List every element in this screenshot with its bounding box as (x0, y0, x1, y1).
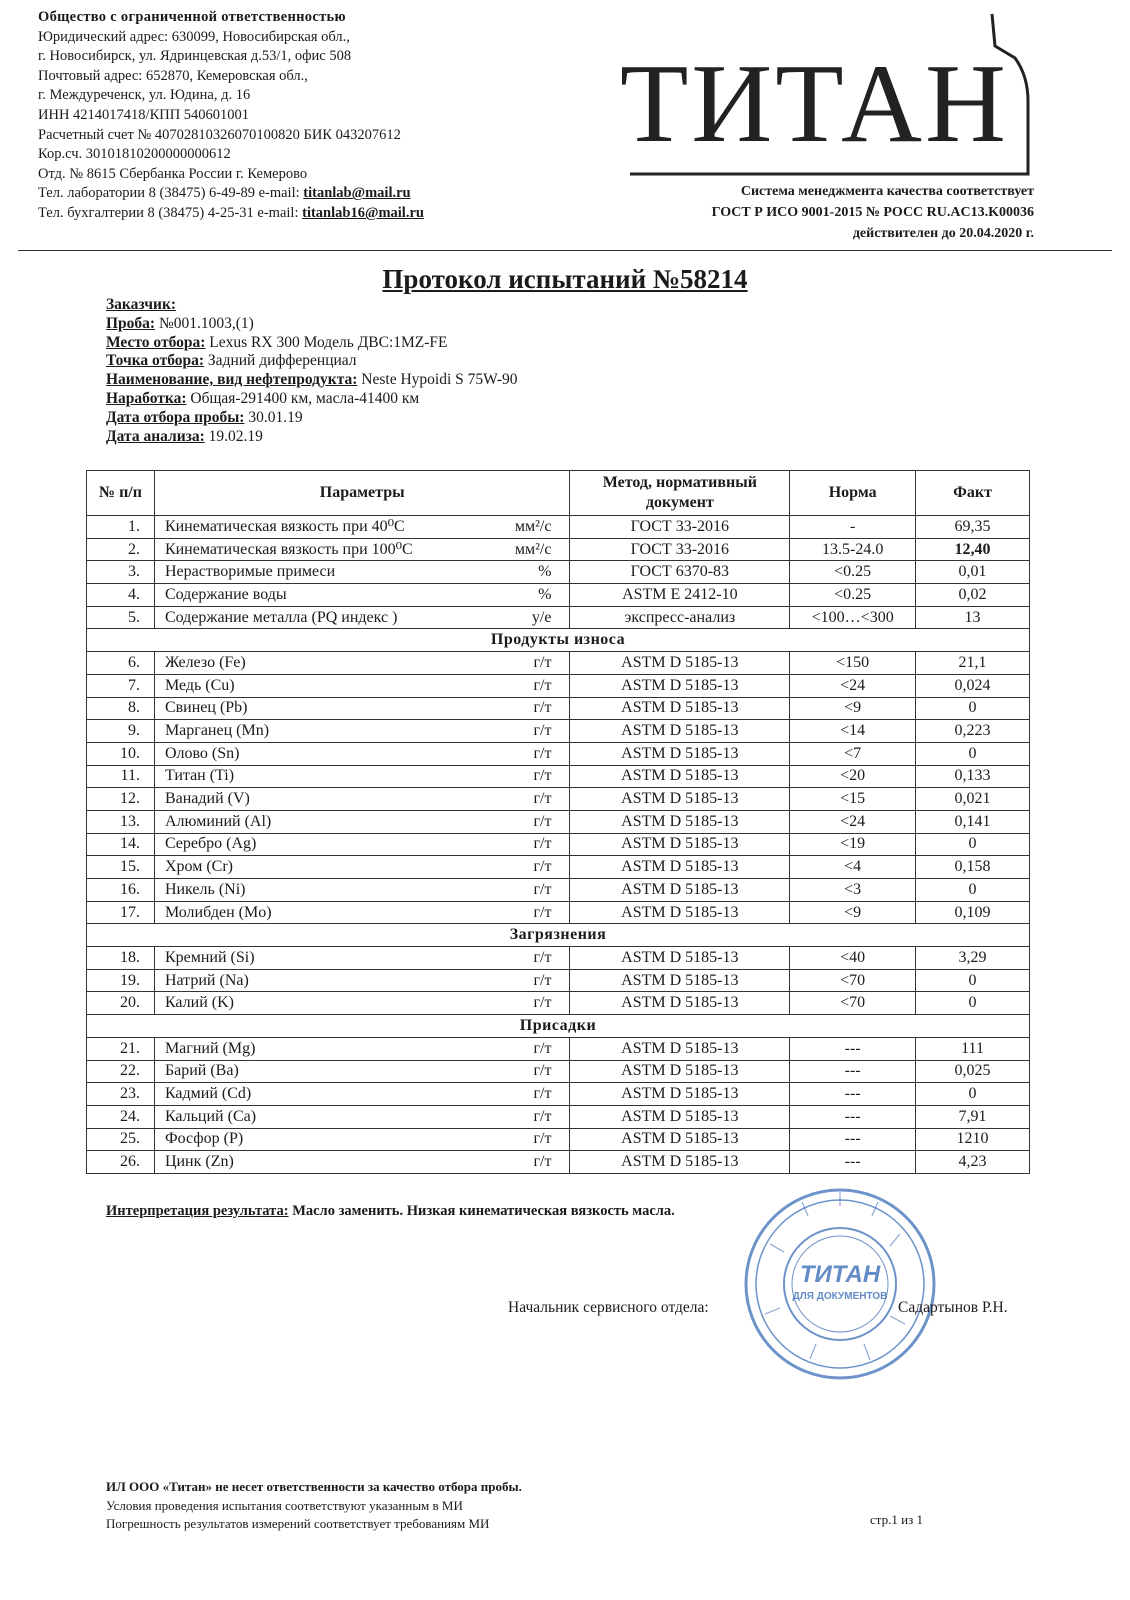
table-row (87, 720, 1030, 743)
row-norm: --- (790, 1060, 916, 1083)
row-fact: 4,23 (916, 1151, 1030, 1174)
row-norm: <20 (790, 765, 916, 788)
row-fact: 3,29 (916, 947, 1030, 970)
table-header-row (87, 471, 1030, 516)
parameter-unit: мм²/с (514, 517, 552, 535)
row-fact: 0,025 (916, 1060, 1030, 1083)
row-fact: 0 (916, 697, 1030, 720)
info-label: Место отбора: (106, 333, 206, 351)
info-line (106, 296, 518, 315)
info-value: 19.02.19 (208, 427, 263, 445)
row-norm: <9 (790, 901, 916, 924)
row-method: ASTM D 5185-13 (570, 697, 790, 720)
section-row (87, 924, 1030, 947)
row-norm: <70 (790, 992, 916, 1015)
row-number: 25. (87, 1128, 155, 1151)
row-parameter (154, 1151, 570, 1174)
row-parameter (154, 901, 570, 924)
row-method: ASTM D 5185-13 (570, 810, 790, 833)
table-row (87, 538, 1030, 561)
qms-line: действителен до 20.04.2020 г. (852, 226, 1034, 241)
row-number: 16. (87, 879, 155, 902)
section-row (87, 629, 1030, 652)
col-header-fact: Факт (916, 471, 1030, 516)
row-fact: 0,01 (916, 561, 1030, 584)
table-row (87, 765, 1030, 788)
table-row (87, 1037, 1030, 1060)
parameter-name: Кальций (Ca) (164, 1107, 257, 1125)
row-number: 17. (87, 901, 155, 924)
row-norm: --- (790, 1037, 916, 1060)
row-parameter (154, 538, 570, 561)
row-fact: 111 (916, 1037, 1030, 1060)
row-parameter (154, 969, 570, 992)
footer-notes (106, 1478, 522, 1534)
table-row (87, 652, 1030, 675)
parameter-unit: г/т (533, 1107, 552, 1125)
row-method: ASTM D 5185-13 (570, 742, 790, 765)
row-fact: 0 (916, 1083, 1030, 1106)
table-row (87, 1083, 1030, 1106)
row-number: 26. (87, 1151, 155, 1174)
page-number: стр.1 из 1 (870, 1512, 923, 1527)
row-number: 9. (87, 720, 155, 743)
parameter-unit: г/т (533, 699, 552, 717)
info-value: Neste Hypoidi S 75W-90 (361, 371, 518, 389)
row-norm: <40 (790, 947, 916, 970)
row-method: ASTM D 5185-13 (570, 1151, 790, 1174)
row-fact: 21,1 (916, 652, 1030, 675)
row-parameter (154, 879, 570, 902)
parameter-name: Кинематическая вязкость при 100⁰С (164, 540, 413, 558)
row-method: ASTM D 5185-13 (570, 833, 790, 856)
info-value: №001.1003,(1) (158, 314, 254, 332)
parameter-unit: г/т (533, 1039, 552, 1057)
signature-name: Садартынов Р.Н. (898, 1299, 1008, 1316)
row-norm: <19 (790, 833, 916, 856)
footer-line: Условия проведения испытания соответствуют указанным в МИ (106, 1497, 463, 1513)
table-row (87, 901, 1030, 924)
parameter-name: Ванадий (V) (164, 790, 250, 808)
row-parameter (154, 584, 570, 607)
interpretation-label: Интерпретация результата: (106, 1203, 289, 1219)
company-logo: ТИТАН (620, 42, 1009, 166)
parameter-name: Серебро (Ag) (164, 835, 257, 853)
table-row (87, 788, 1030, 811)
requisite-line: Юридический адрес: 630099, Новосибирская обл., (38, 28, 350, 45)
row-method: ASTM D 5185-13 (570, 969, 790, 992)
signature-role: Начальник сервисного отдела: (508, 1299, 709, 1316)
requisite-line: г. Междуреченск, ул. Юдина, д. 16 (38, 87, 251, 104)
row-number: 2. (87, 538, 155, 561)
parameter-unit: у/е (531, 608, 552, 626)
parameter-unit: г/т (533, 1153, 552, 1171)
row-norm: --- (790, 1128, 916, 1151)
row-method: ASTM D 5185-13 (570, 720, 790, 743)
info-line (106, 315, 518, 334)
parameter-unit: г/т (533, 1085, 552, 1103)
parameter-name: Марганец (Mn) (164, 722, 270, 740)
row-number: 20. (87, 992, 155, 1015)
row-method: ASTM E 2412-10 (570, 584, 790, 607)
row-method: ASTM D 5185-13 (570, 1105, 790, 1128)
row-method: ASTM D 5185-13 (570, 1060, 790, 1083)
row-fact: 0,141 (916, 810, 1030, 833)
row-parameter (154, 833, 570, 856)
info-line (106, 390, 518, 409)
row-norm: <4 (790, 856, 916, 879)
row-norm: <0.25 (790, 584, 916, 607)
row-fact: 69,35 (916, 516, 1030, 539)
results-table-body (87, 516, 1030, 1174)
row-number: 21. (87, 1037, 155, 1060)
row-parameter (154, 516, 570, 539)
row-fact: 0,133 (916, 765, 1030, 788)
parameter-unit: г/т (533, 722, 552, 740)
table-row (87, 947, 1030, 970)
table-row (87, 561, 1030, 584)
lab-email-link[interactable]: titanlab@mail.ru (303, 185, 411, 202)
row-number: 24. (87, 1105, 155, 1128)
row-parameter (154, 947, 570, 970)
table-row (87, 992, 1030, 1015)
table-row (87, 584, 1030, 607)
col-header-num: № п/п (87, 471, 155, 516)
row-norm: <24 (790, 674, 916, 697)
info-line (106, 409, 518, 428)
parameter-unit: г/т (533, 880, 552, 898)
row-number: 8. (87, 697, 155, 720)
parameter-name: Нерастворимые примеси (164, 563, 336, 581)
row-parameter (154, 1105, 570, 1128)
row-number: 15. (87, 856, 155, 879)
row-method: ASTM D 5185-13 (570, 947, 790, 970)
row-norm: <7 (790, 742, 916, 765)
results-table (86, 470, 1030, 1174)
info-value: Lexus RX 300 Модель ДВС:1MZ-FE (209, 333, 448, 351)
col-header-norm: Норма (790, 471, 916, 516)
row-fact: 0,02 (916, 584, 1030, 607)
requisite-line: Кор.сч. 30101810200000000612 (38, 146, 231, 163)
row-parameter (154, 765, 570, 788)
qms-certificate (712, 181, 1034, 244)
parameter-name: Никель (Ni) (164, 880, 246, 898)
table-row (87, 1105, 1030, 1128)
parameter-unit: мм²/с (514, 540, 552, 558)
parameter-name: Свинец (Pb) (164, 699, 248, 717)
info-line (106, 428, 518, 447)
info-label: Наименование, вид нефтепродукта: (106, 371, 358, 389)
row-fact: 0 (916, 742, 1030, 765)
parameter-name: Железо (Fe) (164, 653, 246, 671)
row-number: 4. (87, 584, 155, 607)
requisite-line: Расчетный счет № 40702810326070100820 БИК 043207612 (38, 126, 401, 143)
row-method: ASTM D 5185-13 (570, 1128, 790, 1151)
parameter-name: Фосфор (P) (164, 1130, 244, 1148)
parameter-unit: г/т (533, 744, 552, 762)
company-stamp (740, 1184, 940, 1384)
requisite-line: Почтовый адрес: 652870, Кемеровская обл., (38, 67, 308, 84)
parameter-name: Натрий (Na) (164, 971, 249, 989)
row-number: 18. (87, 947, 155, 970)
row-number: 5. (87, 606, 155, 629)
accounting-phone: Тел. бухгалтерии 8 (38475) 4-25-31 e-mail: (38, 204, 299, 221)
row-number: 10. (87, 742, 155, 765)
row-parameter (154, 561, 570, 584)
row-method: ГОСТ 33-2016 (570, 538, 790, 561)
row-parameter (154, 1037, 570, 1060)
row-number: 13. (87, 810, 155, 833)
parameter-unit: г/т (533, 994, 552, 1012)
parameter-name: Калий (K) (164, 994, 234, 1012)
qms-line: Система менеджмента качества соответствует (740, 184, 1034, 199)
row-norm: --- (790, 1105, 916, 1128)
row-parameter (154, 810, 570, 833)
row-fact: 0 (916, 833, 1030, 856)
row-parameter (154, 720, 570, 743)
row-parameter (154, 606, 570, 629)
row-number: 23. (87, 1083, 155, 1106)
parameter-unit: г/т (533, 812, 552, 830)
col-header-param: Параметры (154, 471, 570, 516)
section-title: Загрязнения (87, 924, 1030, 947)
parameter-name: Магний (Mg) (164, 1039, 256, 1057)
parameter-name: Титан (Ti) (164, 767, 235, 785)
qms-line: ГОСТ Р ИСО 9001-2015 № РОСС RU.AC13.K00036 (711, 205, 1034, 220)
row-method: ASTM D 5185-13 (570, 765, 790, 788)
row-number: 11. (87, 765, 155, 788)
parameter-name: Хром (Cr) (164, 858, 233, 876)
row-method: ASTM D 5185-13 (570, 1083, 790, 1106)
row-method: ГОСТ 6370-83 (570, 561, 790, 584)
table-row (87, 516, 1030, 539)
row-number: 6. (87, 652, 155, 675)
parameter-unit: г/т (533, 903, 552, 921)
row-number: 22. (87, 1060, 155, 1083)
row-method: ASTM D 5185-13 (570, 901, 790, 924)
table-row (87, 1060, 1030, 1083)
table-row (87, 810, 1030, 833)
accounting-email-link[interactable]: titanlab16@mail.ru (302, 204, 424, 221)
row-norm: <9 (790, 697, 916, 720)
row-norm: <15 (790, 788, 916, 811)
row-fact: 13 (916, 606, 1030, 629)
parameter-name: Молибден (Mo) (164, 903, 272, 921)
info-value: 30.01.19 (248, 408, 303, 426)
parameter-unit: г/т (533, 1062, 552, 1080)
footer-line: ИЛ ООО «Титан» не несет ответственности за качество отбора пробы. (106, 1479, 522, 1494)
row-method: ASTM D 5185-13 (570, 879, 790, 902)
row-number: 3. (87, 561, 155, 584)
parameter-unit: г/т (533, 858, 552, 876)
info-value: Задний дифференциал (207, 352, 357, 370)
info-label: Наработка: (106, 389, 187, 407)
parameter-name: Содержание воды (164, 585, 287, 603)
parameter-unit: г/т (533, 948, 552, 966)
parameter-unit: г/т (533, 1130, 552, 1148)
table-row (87, 969, 1030, 992)
interpretation-value: Масло заменить. Низкая кинематическая вязкость масла. (292, 1203, 675, 1219)
parameter-name: Медь (Cu) (164, 676, 235, 694)
parameter-name: Алюминий (Al) (164, 812, 272, 830)
stamp-logo-text: ТИТАН (799, 1261, 881, 1288)
row-fact: 0 (916, 992, 1030, 1015)
row-norm: <14 (790, 720, 916, 743)
row-fact: 0,109 (916, 901, 1030, 924)
row-number: 7. (87, 674, 155, 697)
row-parameter (154, 697, 570, 720)
row-parameter (154, 1060, 570, 1083)
row-method: ASTM D 5185-13 (570, 788, 790, 811)
row-norm: <0.25 (790, 561, 916, 584)
row-norm: <24 (790, 810, 916, 833)
requisite-line: Отд. № 8615 Сбербанка России г. Кемерово (38, 165, 308, 182)
row-fact: 0 (916, 969, 1030, 992)
row-norm: 13.5-24.0 (790, 538, 916, 561)
info-line (106, 334, 518, 353)
row-norm: <150 (790, 652, 916, 675)
info-label: Заказчик: (106, 296, 177, 313)
lab-contact (38, 184, 424, 204)
row-parameter (154, 1083, 570, 1106)
info-label: Точка отбора: (106, 352, 205, 370)
row-parameter (154, 742, 570, 765)
lab-phone: Тел. лаборатории 8 (38475) 6-49-89 e-mail: (38, 185, 300, 202)
row-fact: 0 (916, 879, 1030, 902)
row-norm: --- (790, 1083, 916, 1106)
section-row (87, 1015, 1030, 1038)
parameter-unit: г/т (533, 971, 552, 989)
row-norm: <100…<300 (790, 606, 916, 629)
row-norm: --- (790, 1151, 916, 1174)
accounting-contact (38, 204, 424, 224)
table-row (87, 697, 1030, 720)
table-row (87, 879, 1030, 902)
row-number: 14. (87, 833, 155, 856)
parameter-name: Кадмий (Cd) (164, 1085, 252, 1103)
row-method: ASTM D 5185-13 (570, 1037, 790, 1060)
row-norm: <3 (790, 879, 916, 902)
row-fact: 12,40 (916, 538, 1030, 561)
info-line (106, 371, 518, 390)
row-number: 12. (87, 788, 155, 811)
stamp-subtext: ДЛЯ ДОКУМЕНТОВ (792, 1291, 888, 1302)
row-method: ГОСТ 33-2016 (570, 516, 790, 539)
table-row (87, 833, 1030, 856)
header-divider (18, 250, 1112, 251)
row-fact: 0,223 (916, 720, 1030, 743)
row-parameter (154, 1128, 570, 1151)
parameter-unit: г/т (533, 790, 552, 808)
company-name: Общество с ограниченной ответственностью (38, 9, 346, 25)
parameter-name: Содержание металла (PQ индекс ) (164, 608, 398, 626)
row-method: экспресс-анализ (570, 606, 790, 629)
row-norm: - (790, 516, 916, 539)
footer-line: Погрешность результатов измерений соответствует требованиям МИ (106, 1516, 490, 1531)
interpretation (106, 1203, 675, 1220)
row-number: 19. (87, 969, 155, 992)
info-label: Дата отбора пробы: (106, 408, 245, 426)
row-method: ASTM D 5185-13 (570, 674, 790, 697)
parameter-name: Кинематическая вязкость при 40⁰С (164, 517, 405, 535)
info-label: Дата анализа: (106, 427, 205, 445)
parameter-unit: г/т (533, 676, 552, 694)
parameter-unit: % (538, 585, 552, 603)
table-row (87, 606, 1030, 629)
parameter-unit: % (538, 563, 552, 581)
parameter-unit: г/т (533, 653, 552, 671)
company-requisites (38, 8, 424, 224)
table-row (87, 742, 1030, 765)
row-method: ASTM D 5185-13 (570, 652, 790, 675)
table-row (87, 1151, 1030, 1174)
row-fact: 1210 (916, 1128, 1030, 1151)
document-title-text: Протокол испытаний №58214 (382, 264, 748, 294)
parameter-name: Барий (Ba) (164, 1062, 239, 1080)
row-fact: 0,024 (916, 674, 1030, 697)
row-parameter (154, 992, 570, 1015)
parameter-name: Кремний (Si) (164, 948, 255, 966)
section-title: Продукты износа (87, 629, 1030, 652)
table-row (87, 674, 1030, 697)
section-title: Присадки (87, 1015, 1030, 1038)
requisite-line: ИНН 4214017418/КПП 540601001 (38, 106, 250, 123)
row-parameter (154, 856, 570, 879)
row-fact: 7,91 (916, 1105, 1030, 1128)
table-row (87, 1128, 1030, 1151)
info-value: Общая-291400 км, масла-41400 км (190, 389, 420, 407)
parameter-unit: г/т (533, 767, 552, 785)
row-norm: <70 (790, 969, 916, 992)
parameter-unit: г/т (533, 835, 552, 853)
row-method: ASTM D 5185-13 (570, 992, 790, 1015)
parameter-name: Олово (Sn) (164, 744, 240, 762)
row-parameter (154, 674, 570, 697)
col-header-method: Метод, нормативный документ (570, 471, 790, 516)
info-line (106, 352, 518, 371)
info-label: Проба: (106, 314, 156, 332)
row-number: 1. (87, 516, 155, 539)
row-parameter (154, 652, 570, 675)
row-fact: 0,158 (916, 856, 1030, 879)
row-fact: 0,021 (916, 788, 1030, 811)
row-parameter (154, 788, 570, 811)
requisite-line: г. Новосибирск, ул. Ядринцевская д.53/1, офис 508 (38, 48, 352, 65)
table-row (87, 856, 1030, 879)
row-method: ASTM D 5185-13 (570, 856, 790, 879)
sample-info (106, 296, 518, 446)
document-title (0, 264, 1130, 295)
parameter-name: Цинк (Zn) (164, 1153, 234, 1171)
